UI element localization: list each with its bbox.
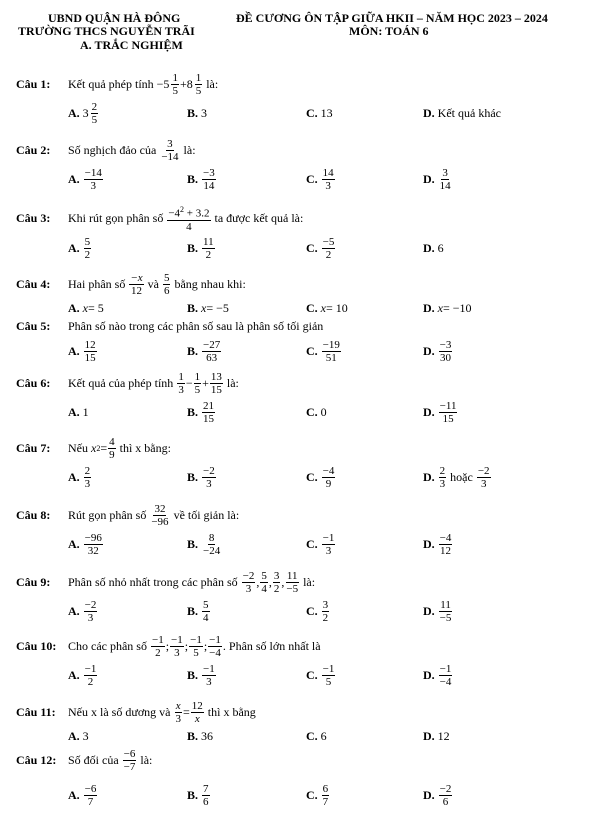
option-c[interactable]: C. $\frac{-4}{9}$: [306, 464, 335, 490]
question-11: Câu 11: Nếu x là số dương và $\frac{x}{3}$ = $\frac{12}{x}$ thì x bằng A. 3 B. 36 C. 6 D. 12: [16, 700, 586, 745]
question-text: Kết quả phép tính: [68, 77, 154, 91]
question-tail: là:: [183, 143, 196, 157]
fraction: $\frac{5}{4}$: [261, 570, 267, 595]
fraction: $\frac{-1}{5}$: [190, 634, 202, 659]
option-d[interactable]: D. Kết quả khác: [423, 105, 501, 120]
question-tail: là:: [226, 376, 239, 390]
option-b[interactable]: B. $\frac{-3}{14}$: [187, 166, 215, 192]
operator: −: [185, 376, 193, 390]
option-a[interactable]: A. 3 $\frac{2}{5}$: [68, 100, 98, 126]
option-d[interactable]: D. 6: [423, 241, 444, 256]
option-b[interactable]: B. $\frac{7}{6}$: [187, 782, 209, 808]
option-a[interactable]: A. $\frac{-6}{7}$: [68, 782, 97, 808]
option-b[interactable]: B. x = −5: [187, 300, 229, 315]
fraction: $\frac{3}{2}$: [273, 570, 280, 595]
option-a[interactable]: A. 3: [68, 728, 89, 743]
option-c[interactable]: C. 6: [306, 728, 327, 743]
fraction: $\frac{1}{5}$: [194, 371, 201, 396]
question-text: Khi rút gọn phân số: [68, 210, 164, 225]
question-4: [16, 272, 586, 317]
question-tail: . Phân số lớn nhất là: [222, 639, 321, 653]
option-b[interactable]: B. $\frac{-27}{63}$: [187, 338, 221, 364]
fraction: $\frac{-1}{3}$: [171, 634, 183, 659]
option-a[interactable]: A. $\frac{2}{3}$: [68, 464, 91, 490]
question-label: Câu 2:: [16, 143, 51, 157]
option-d[interactable]: D. $\frac{-1}{-4}$: [423, 662, 452, 688]
fraction: $\frac{1}{5}$: [195, 72, 202, 97]
option-a[interactable]: A. $\frac{-2}{3}$: [68, 598, 97, 624]
question-label: Câu 9:: [16, 575, 51, 589]
option-d[interactable]: D. $\frac{2}{3}$ hoặc $\frac{-2}{3}$: [423, 464, 490, 490]
question-tail: ta được kết quả là:: [214, 210, 304, 225]
question-2: [16, 138, 586, 193]
option-d[interactable]: D. $\frac{-11}{15}$: [423, 399, 457, 425]
option-a[interactable]: A. 1: [68, 404, 89, 419]
option-c[interactable]: C. $\frac{-19}{51}$: [306, 338, 340, 364]
fraction: $\frac{-2}{3}$: [242, 570, 255, 595]
option-b[interactable]: B. $\frac{5}{4}$: [187, 598, 209, 624]
subject-title: MÔN: TOÁN 6: [349, 24, 429, 38]
option-d[interactable]: D. x = −10: [423, 300, 472, 315]
question-text: Kết quả của phép tính: [68, 376, 174, 390]
fraction: $\frac{-4^2 + 3.2}{4}$: [168, 205, 210, 233]
option-b[interactable]: B. $\frac{11}{2}$: [187, 236, 214, 262]
question-label: Câu 11:: [16, 705, 56, 719]
district-name: UBND QUẬN HÀ ĐÔNG: [48, 11, 181, 25]
question-text: Nếu: [68, 441, 88, 455]
question-tail: là:: [303, 575, 316, 589]
option-c[interactable]: C. $\frac{-1}{3}$: [306, 531, 335, 557]
fraction: $\frac{x}{3}$: [175, 700, 181, 725]
question-text: Phân số nhỏ nhất trong các phân số: [68, 575, 238, 589]
question-label: Câu 3:: [16, 210, 51, 225]
option-d[interactable]: D. 12: [423, 728, 450, 743]
question-12: [16, 748, 586, 809]
fraction: $\frac{11}{-5}$: [286, 570, 299, 595]
question-tail: thì x bằng: [207, 705, 256, 719]
question-text: Số nghịch đảo của: [68, 143, 157, 157]
conjunction: và: [147, 277, 159, 291]
option-b[interactable]: B. $\frac{21}{15}$: [187, 399, 215, 425]
fraction: $\frac{1}{3}$: [178, 371, 184, 396]
question-text: Nếu x là số dương và: [68, 705, 171, 719]
option-a[interactable]: A. $\frac{-14}{3}$: [68, 166, 102, 192]
variable: x: [91, 441, 97, 455]
question-label: Câu 4:: [16, 277, 51, 291]
question-label: Câu 1:: [16, 77, 51, 91]
fraction: $\frac{4}{9}$: [109, 436, 115, 461]
option-d[interactable]: D. $\frac{-2}{6}$: [423, 782, 452, 808]
question-text: Rút gọn phân số: [68, 508, 147, 522]
option-c[interactable]: C. $\frac{3}{2}$: [306, 598, 329, 624]
option-d[interactable]: D. $\frac{3}{14}$: [423, 166, 451, 192]
fraction: $\frac{1}{5}$: [172, 72, 178, 97]
whole-part: −5: [156, 77, 170, 91]
fraction: $\frac{12}{x}$: [191, 700, 203, 725]
section-title: A. TRẮC NGHIỆM: [80, 38, 183, 52]
option-a[interactable]: A. $\frac{5}{2}$: [68, 236, 91, 262]
question-text: Số đối của: [68, 753, 119, 767]
question-label: Câu 12:: [16, 753, 57, 767]
option-a[interactable]: A. $\frac{-96}{32}$: [68, 531, 102, 557]
whole-part: 8: [186, 77, 193, 91]
option-d[interactable]: D. $\frac{11}{-5}$: [423, 598, 452, 624]
question-tail: thì x bằng:: [119, 441, 171, 455]
option-a[interactable]: A. x = 5: [68, 300, 104, 315]
option-b[interactable]: B. 3: [187, 105, 208, 120]
question-label: Câu 7:: [16, 441, 51, 455]
option-d[interactable]: D. $\frac{-3}{30}$: [423, 338, 452, 364]
question-5: [16, 317, 586, 365]
question-9: Câu 9: Phân số nhỏ nhất trong các phân số $\frac{-2}{3}$ , $\frac{5}{4}$ , $\frac{3}{2}$ , $\frac{11}{-5}$ là: A. $\frac{-2}{3}$ B. $\frac{5}{4}$ C. $\frac{3}{2}$ D. $\frac{11}{-5}$: [16, 570, 452, 624]
fraction: $\frac{-6}{-7}$: [123, 748, 136, 773]
option-c[interactable]: C. x = 10: [306, 300, 348, 315]
fraction: $\frac{13}{15}$: [210, 371, 222, 396]
school-name: TRƯỜNG THCS NGUYỄN TRÃI: [18, 24, 195, 38]
question-tail: là:: [140, 753, 153, 767]
question-tail: là:: [206, 77, 219, 91]
fraction: $\frac{-1}{-4}$: [209, 634, 221, 659]
option-d[interactable]: D. $\frac{-4}{12}$: [423, 531, 452, 557]
question-tail: về tối giản là:: [173, 508, 240, 522]
option-a[interactable]: A. $\frac{-1}{2}$: [68, 662, 97, 688]
option-c[interactable]: C. 13: [306, 105, 333, 120]
question-label: Câu 10:: [16, 639, 57, 653]
fraction: $\frac{32}{-96}$: [151, 503, 169, 528]
question-7: Câu 7: Nếu x 2 = $\frac{4}{9}$ thì x bằng: A. $\frac{2}{3}$ B. $\frac{-2}{3}$ C. $\frac{-4}{9}$ D. $\frac{2}{3}$ hoặc $\frac{-2}{3}$: [16, 436, 490, 490]
fraction: $\frac{3}{-14}$: [161, 138, 179, 163]
question-3: [16, 204, 586, 263]
operator: +: [179, 77, 187, 91]
question-label: Câu 8:: [16, 508, 51, 522]
question-8: [16, 503, 586, 558]
question-tail: bằng nhau khi:: [174, 277, 246, 291]
question-10: Câu 10: Cho các phân số $\frac{-1}{2}$ ; $\frac{-1}{3}$ ; $\frac{-1}{5}$ ; $\frac{-1}{-4}$ . Phân số lớn nhất là A. $\frac{-1}{2}$ B. $\frac{-1}{3}$ C. $\frac{-1}{5}$ D. $\frac{-1}{-4}$: [16, 634, 452, 688]
question-label: Câu 6:: [16, 376, 51, 390]
question-text: Hai phân số: [68, 277, 126, 291]
exam-title: ĐỀ CƯƠNG ÔN TẬP GIỮA HKII – NĂM HỌC 2023 – 2024: [236, 11, 548, 25]
option-c[interactable]: C. $\frac{-5}{2}$: [306, 236, 335, 262]
option-a[interactable]: A. $\frac{12}{15}$: [68, 338, 96, 364]
question-1: [16, 72, 586, 127]
option-b[interactable]: B. 36: [187, 728, 214, 743]
question-text: Phân số nào trong các phân số sau là phân số tối giản: [68, 318, 324, 333]
option-b[interactable]: B. $\frac{-2}{3}$: [187, 464, 215, 490]
question-text: Cho các phân số: [68, 639, 147, 653]
fraction: $\frac{5}{6}$: [163, 272, 170, 297]
fraction: $\frac{-x}{12}$: [130, 272, 143, 297]
option-c[interactable]: C. $\frac{-1}{5}$: [306, 662, 335, 688]
option-c[interactable]: C. 0: [306, 404, 327, 419]
option-c[interactable]: C. $\frac{6}{7}$: [306, 782, 329, 808]
option-b[interactable]: B. $\frac{8}{-24}$: [187, 531, 221, 557]
option-c[interactable]: C. $\frac{14}{3}$: [306, 166, 334, 192]
operator: +: [202, 376, 209, 390]
option-b[interactable]: B. $\frac{-1}{3}$: [187, 662, 215, 688]
fraction: $\frac{-1}{2}$: [151, 634, 164, 659]
question-6: [16, 371, 586, 426]
question-label: Câu 5:: [16, 318, 51, 333]
